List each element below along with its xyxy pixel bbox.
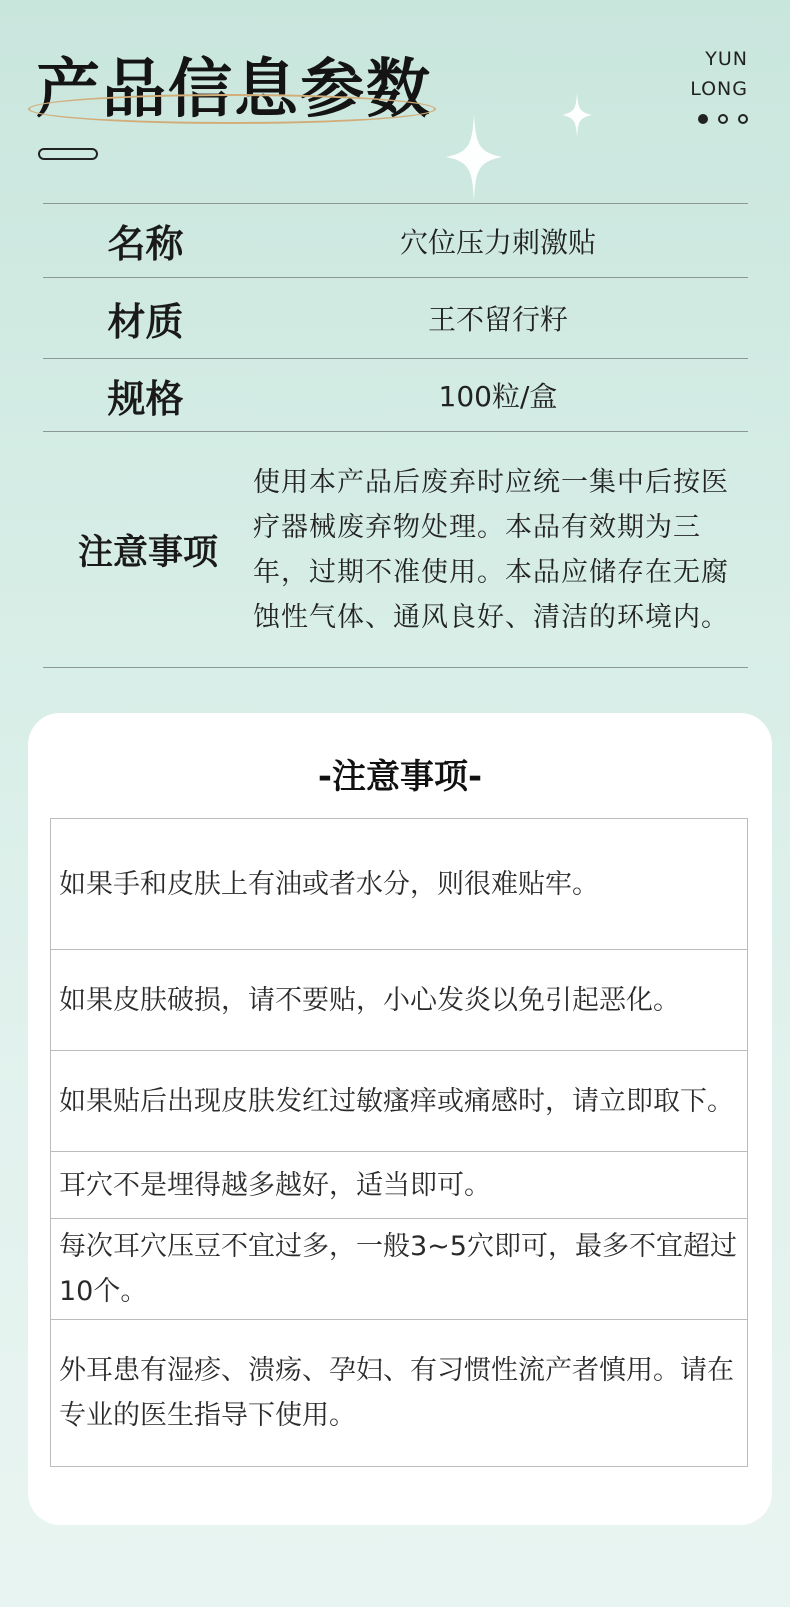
info-value: 穴位压力刺激贴	[399, 225, 596, 259]
sparkle-icon	[446, 114, 502, 200]
info-label: 名称	[107, 222, 184, 266]
brand-line-1: YUN	[705, 48, 748, 70]
notice-item: 如果皮肤破损，请不要贴，小心发炎以免引起恶化。	[51, 950, 747, 1051]
dot-icon	[718, 114, 728, 124]
decorative-pill	[38, 148, 98, 160]
info-row-material	[43, 278, 748, 359]
brand-mark	[690, 44, 748, 104]
info-row-name	[43, 204, 748, 278]
info-value: 王不留行籽	[427, 303, 568, 336]
card-title: -注意事项-	[317, 757, 483, 797]
notice-item: 每次耳穴压豆不宜过多，一般3~5穴即可，最多不宜超过10个。	[51, 1219, 747, 1320]
sparkle-icon	[562, 92, 592, 138]
notice-item: 外耳患有湿疹、溃疡、孕妇、有习惯性流产者慎用。请在专业的医生指导下使用。	[59, 1355, 734, 1431]
dot-icon	[698, 114, 708, 124]
page-title: 产品信息参数	[36, 53, 432, 127]
info-value: 使用本产品后废弃时应统一集中后按医疗器械废弃物处理。本品有效期为三年，过期不准使用。本品应储存在无腐蚀性气体、通风良好、清洁的环境内。	[253, 466, 729, 633]
info-value: 100粒/盒	[438, 380, 558, 413]
info-row-notice	[43, 432, 748, 668]
notice-card	[28, 713, 772, 1525]
title-underline-ellipse	[28, 94, 436, 124]
info-row-spec	[43, 359, 748, 432]
notice-table	[50, 818, 748, 1467]
info-label: 注意事项	[77, 532, 218, 573]
notice-item: 如果手和皮肤上有油或者水分，则很难贴牢。	[51, 819, 747, 950]
notice-item: 耳穴不是埋得越多越好，适当即可。	[51, 1152, 747, 1219]
brand-line-2: LONG	[690, 78, 748, 100]
info-label: 规格	[107, 376, 184, 421]
dot-icon	[738, 114, 748, 124]
page-indicator-dots	[698, 114, 748, 124]
info-label: 材质	[107, 299, 184, 344]
product-info-table	[43, 203, 748, 668]
notice-item: 如果贴后出现皮肤发红过敏瘙痒或痛感时，请立即取下。	[51, 1051, 747, 1152]
